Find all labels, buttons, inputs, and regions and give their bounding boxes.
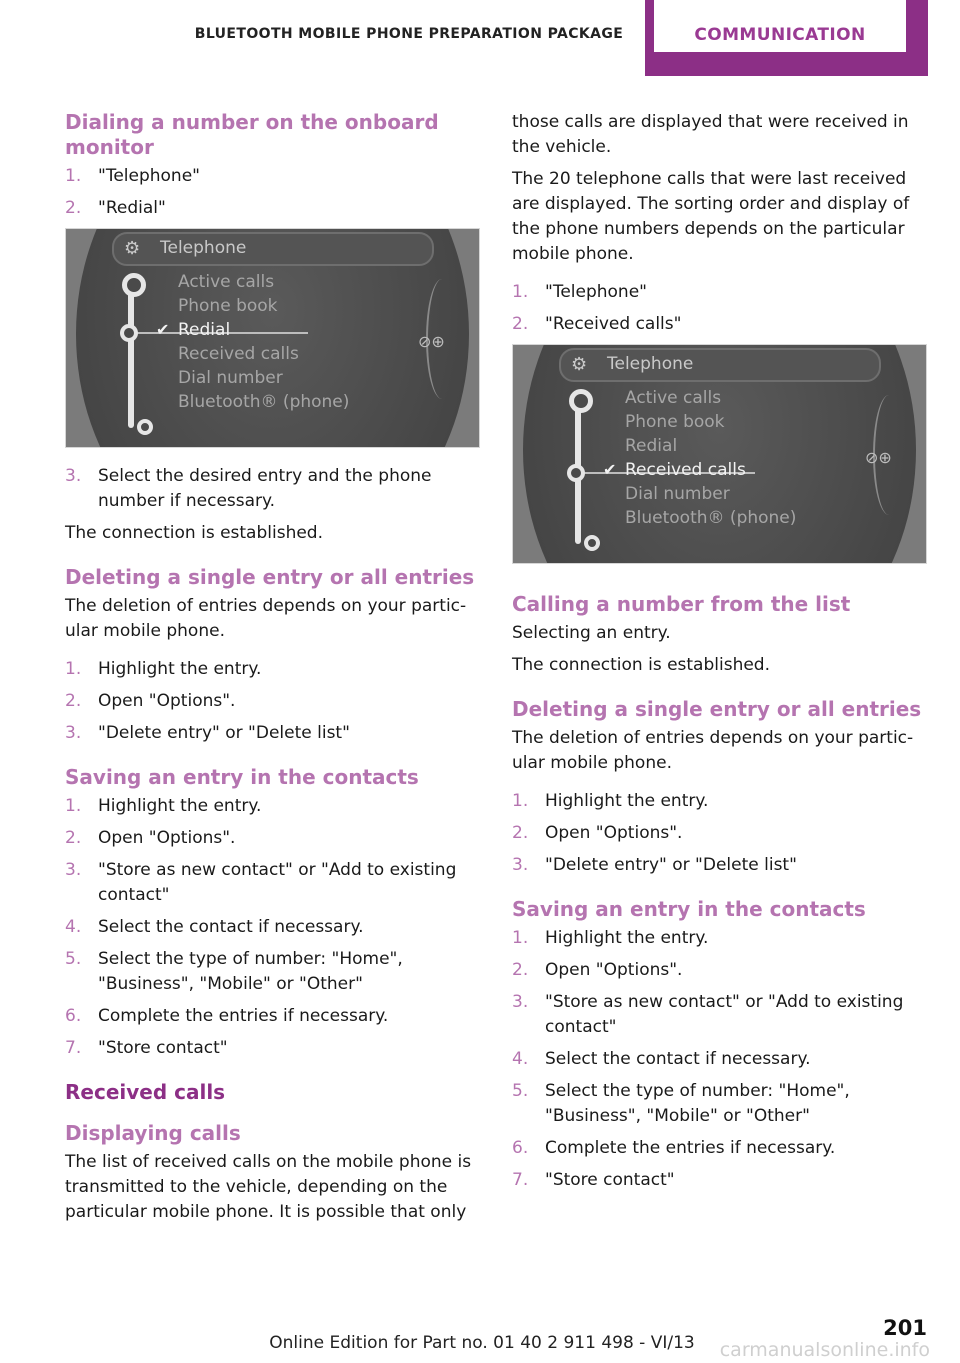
list-item: 4. Select the contact if necessary. (65, 917, 364, 937)
menu-item: Active calls (625, 388, 722, 408)
paragraph-connection: The connection is established. (512, 655, 770, 675)
chapter-tab-label: COMMUNICATION (654, 0, 906, 52)
paragraph-connection: The connection is established. (65, 523, 323, 543)
paragraph-displaying: The list of received calls on the mobile phone is transmitted to the vehicle, depending on the particular mobile phone. It is possible that only (65, 1152, 472, 1222)
list-item: 3. "Delete entry" or "Delete list" (65, 723, 350, 743)
screen-redial (65, 228, 480, 448)
heading-delete: Deleting a single entry or all entries (65, 565, 475, 589)
paragraph-continued: those calls are displayed that were received in the vehicle. (512, 112, 909, 157)
nav-arrows-icon: ⊘⊕ (865, 448, 892, 467)
checkmark-icon: ✔ (156, 320, 170, 339)
list-item: 7. "Store contact" (65, 1038, 228, 1058)
controller-knob-icon (569, 389, 593, 413)
checkmark-icon: ✔ (603, 460, 617, 479)
screen-title: Telephone (160, 238, 247, 258)
delete-steps (512, 789, 927, 878)
saving-steps (65, 794, 480, 1061)
menu-item: Dial number (625, 484, 730, 504)
dial-steps-b (65, 464, 480, 514)
list-item: 1. Highlight the entry. (65, 659, 262, 679)
menu-item: Received calls (178, 344, 299, 364)
list-item: 1. Highlight the entry. (512, 791, 709, 811)
dial-steps-a (65, 164, 480, 221)
paragraph-twenty-calls: The 20 telephone calls that were last received are displayed. The sorting order and display of the phone numbers depends on the particular mobile phone. (512, 169, 910, 264)
heading-received-calls: Received calls (65, 1080, 226, 1104)
received-steps (512, 280, 927, 337)
paragraph-delete: The deletion of entries depends on your partic‐ular mobile phone. (65, 596, 467, 641)
list-item: 6. Complete the entries if necessary. (65, 1006, 389, 1026)
menu-item: Active calls (178, 272, 275, 292)
menu-item-selected: ✔ Received calls (603, 460, 746, 480)
list-item: 3. Select the desired entry and the phone number if necessary. (65, 466, 432, 511)
screen-titlebar (559, 348, 881, 382)
heading-dial-onboard: Dialing a number on the onboard monitor (65, 110, 439, 159)
delete-steps (65, 657, 480, 746)
menu-item: Redial (625, 436, 678, 456)
heading-saving: Saving an entry in the contacts (65, 765, 419, 789)
paragraph-delete: The deletion of entries depends on your partic‐ular mobile phone. (512, 728, 914, 773)
list-item: 1. Highlight the entry. (65, 796, 262, 816)
list-item: 7. "Store contact" (512, 1170, 675, 1190)
paragraph-selecting: Selecting an entry. (512, 623, 671, 643)
menu-item: Phone book (625, 412, 725, 432)
right-column (512, 110, 927, 1200)
section-title: BLUETOOTH MOBILE PHONE PREPARATION PACKAGE (194, 26, 624, 42)
chapter-tab (645, 0, 928, 76)
controller-end-icon (584, 535, 600, 551)
saving-steps (512, 926, 927, 1193)
heading-calling: Calling a number from the list (512, 592, 851, 616)
selection-knob-icon (120, 324, 138, 342)
selection-knob-icon (567, 464, 585, 482)
list-item: 2. "Received calls" (512, 314, 682, 334)
footer-edition: Online Edition for Part no. 01 40 2 911 498 - VI/13 (269, 1333, 695, 1353)
heading-saving: Saving an entry in the contacts (512, 897, 866, 921)
list-item: 2. Open "Options". (65, 828, 236, 848)
wrench-icon: ⚙ (571, 354, 588, 375)
list-item: 2. "Redial" (65, 198, 166, 218)
watermark: carmanualsonline.info (719, 1339, 930, 1361)
list-item: 5. Select the type of number: "Home", "Business", "Mobile" or "Other" (512, 1081, 850, 1126)
menu-item: Bluetooth® (phone) (178, 392, 350, 412)
menu-item: Bluetooth® (phone) (625, 508, 797, 528)
list-item: 3. "Store as new contact" or "Add to existing contact" (65, 860, 457, 905)
menu-item: Phone book (178, 296, 278, 316)
wrench-icon: ⚙ (124, 238, 141, 259)
menu-item-selected: ✔ Redial (156, 320, 231, 340)
list-item: 1. "Telephone" (65, 166, 200, 186)
screen-title: Telephone (607, 354, 694, 374)
list-item: 1. Highlight the entry. (512, 928, 709, 948)
heading-delete: Deleting a single entry or all entries (512, 697, 922, 721)
controller-knob-icon (122, 273, 146, 297)
screen-menu (603, 386, 797, 530)
nav-arrows-icon: ⊘⊕ (418, 332, 445, 351)
list-item: 3. "Delete entry" or "Delete list" (512, 855, 797, 875)
list-item: 1. "Telephone" (512, 282, 647, 302)
menu-item: Dial number (178, 368, 283, 388)
screen-received-calls (512, 344, 927, 564)
list-item: 2. Open "Options". (65, 691, 236, 711)
screen-titlebar (112, 232, 434, 266)
list-item: 6. Complete the entries if necessary. (512, 1138, 836, 1158)
list-item: 2. Open "Options". (512, 823, 683, 843)
list-item: 5. Select the type of number: "Home", "Business", "Mobile" or "Other" (65, 949, 403, 994)
list-item: 2. Open "Options". (512, 960, 683, 980)
page-number: 201 (883, 1316, 927, 1340)
heading-displaying-calls: Displaying calls (65, 1121, 241, 1145)
list-item: 3. "Store as new contact" or "Add to existing contact" (512, 992, 904, 1037)
list-item: 4. Select the contact if necessary. (512, 1049, 811, 1069)
screen-menu (156, 270, 350, 414)
controller-rail (128, 283, 134, 428)
controller-end-icon (137, 419, 153, 435)
left-column (65, 110, 480, 1232)
